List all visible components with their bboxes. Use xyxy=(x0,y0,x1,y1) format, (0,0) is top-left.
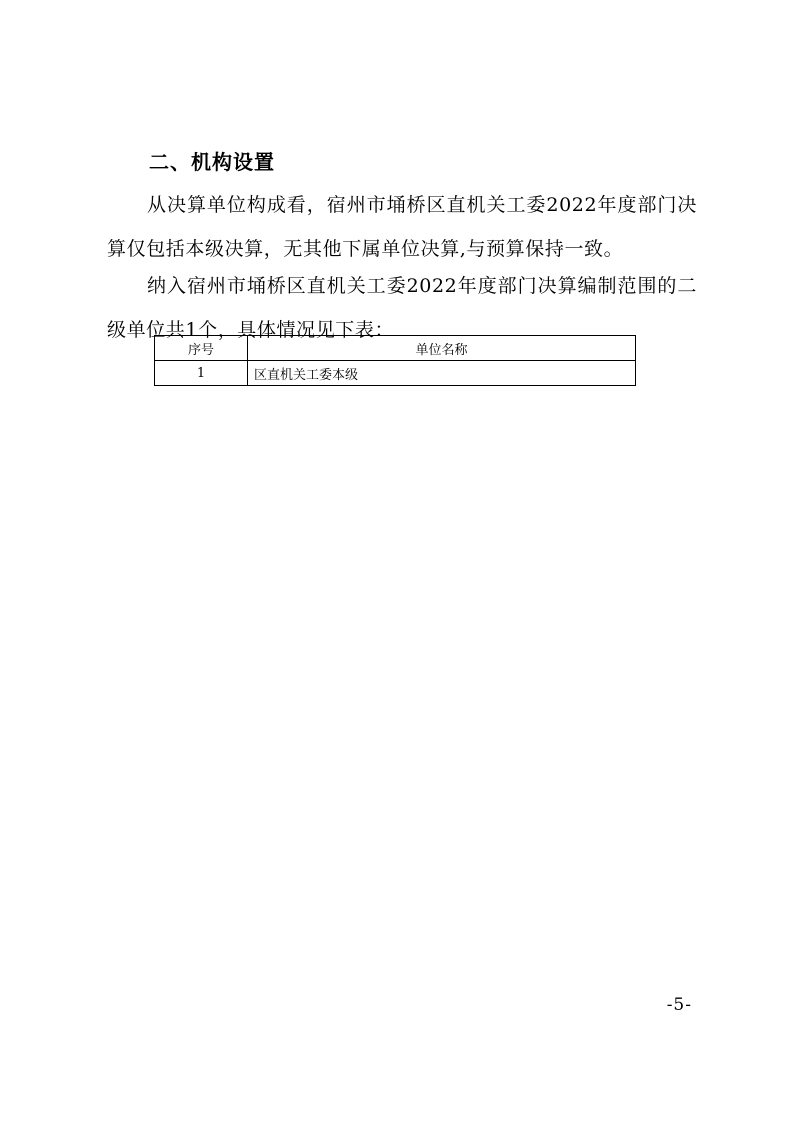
header-serial-number: 序号 xyxy=(155,336,248,361)
table-row xyxy=(155,361,636,386)
units-table xyxy=(154,335,636,386)
page-number: -5- xyxy=(666,995,692,1015)
cell-unit-name: 区直机关工委本级 xyxy=(248,361,636,386)
paragraph-secondary-units: 纳入宿州市埇桥区直机关工委2022年度部门决算编制范围的二级单位共1个，具体情况见下表： xyxy=(107,275,697,341)
paragraph-unit-composition: 从决算单位构成看，宿州市埇桥区直机关工委2022年度部门决算仅包括本级决算，无其他下属单位决算,与预算保持一致。 xyxy=(107,194,697,260)
header-unit-name: 单位名称 xyxy=(248,336,636,361)
table-header-row xyxy=(155,336,636,361)
cell-serial-number: 1 xyxy=(155,361,248,386)
section-heading: 二、机构设置 xyxy=(149,150,275,174)
